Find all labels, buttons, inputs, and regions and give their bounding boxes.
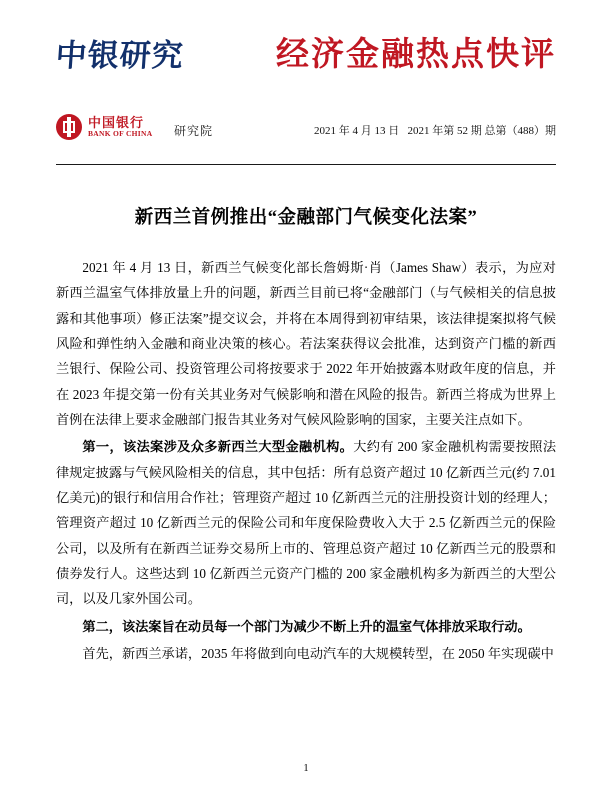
boc-emblem-icon: [56, 114, 82, 140]
bank-name-cn: 中国银行: [88, 115, 145, 131]
bank-of-china-logo: [56, 114, 152, 140]
bank-name-block: [88, 116, 152, 138]
page-number: 1: [303, 763, 309, 774]
issue-number: 2021 年第 52 期 总第（488）期: [407, 125, 556, 137]
article-body: [56, 255, 556, 667]
institute-label: 研究院: [174, 124, 214, 138]
paragraph-4: 首先，新西兰承诺，2035 年将做到向电动汽车的大规模转型，在 2050 年实现碳中: [82, 646, 554, 662]
issue-date: 2021 年 4 月 13 日: [314, 125, 400, 137]
paragraph-3: 第二，该法案旨在动员每一个部门为减少不断上升的温室气体排放采取行动。: [82, 618, 531, 634]
report-title: 经济金融热点快评: [276, 37, 556, 73]
brand-logo-text: 中银研究: [54, 38, 186, 73]
bank-name-en: BANK OF CHINA: [88, 128, 153, 138]
paragraph-1: 2021 年 4 月 13 日，新西兰气候变化部长詹姆斯·肖（James Shaw）表示，为应对新西兰温室气体排放量上升的问题，新西兰目前已将“金融部门（与气候相关的信息披露和其他事项）修正法案”提交议会，并将在本周得到初审结果，该法律提案拟将气候风险和弹性纳入金融和商业决策的核心。若法案获得议会批准，达到资产门槛的新西兰银行、保险公司、投资管理公司将按要求于 2022 年开始披露本财政年度的信息，并在 2023 年提交第一份有关其业务对气候影响和潜在风险的报告。新西兰将成为世界上首例在法律上要求金融部门报告其业务对气候风险影响的国家，主要关注点如下。: [56, 260, 556, 428]
paragraph-2: 第一，该法案涉及众多新西兰大型金融机构。大约有 200 家金融机构需要按照法律规定披露与气候风险相关的信息，其中包括：所有总资产超过 10 亿新西兰元(约 7.01 亿美元)的银行和信用合作社；管理资产超过 10 亿新西兰元的注册投资计划的经理人；管理资产超过 10 亿新西兰元的保险公司和年度保险费收入大于 2.5 亿新西兰元的保险公司，以及所有在新西兰证券交易所上市的、管理总资产超过 10 亿新西兰元的股票和债券发行人。这些达到 10 亿新西兰元资产门槛的 200 家金融机构多为新西兰的大型公司，以及几家外国公司。: [56, 439, 557, 607]
header-divider: [56, 164, 556, 165]
bank-info-row: [56, 112, 556, 158]
article-title: 新西兰首例推出“金融部门气候变化法案”: [134, 208, 478, 228]
masthead: [56, 0, 556, 112]
